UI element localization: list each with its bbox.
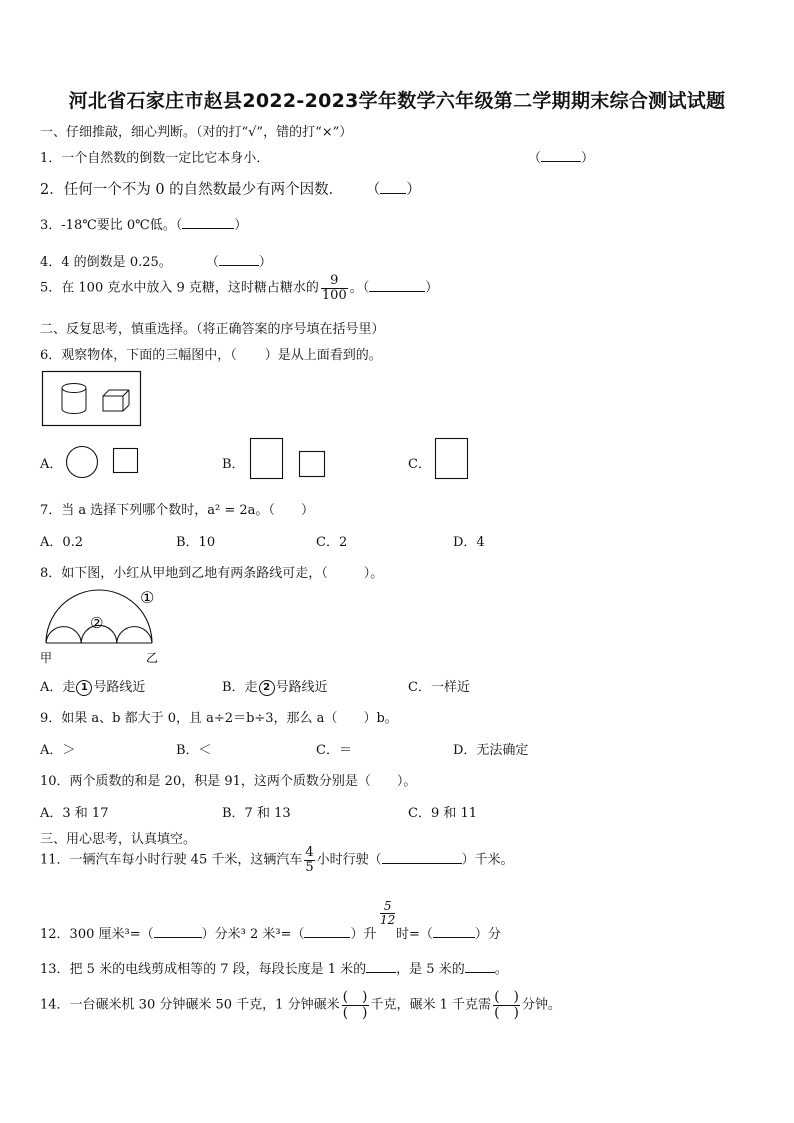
circled-number-icon: 1 (76, 680, 92, 696)
option-d[interactable]: D．4 (453, 535, 485, 550)
question-text: 一辆汽车每小时行驶 45 千米，这辆汽车 (69, 852, 303, 868)
question-text: 一台碾米机 30 分钟碾米 50 千克，1 分钟碾米 (69, 997, 340, 1013)
circle-view-icon (66, 446, 98, 478)
option-c[interactable]: C．＝ (316, 743, 352, 758)
answer-blank[interactable] (154, 937, 202, 938)
section-1-heading: 一、仔细推敲，细心判断。（对的打“√”，错的打“×”） (40, 125, 353, 140)
question-number: 2． (40, 182, 64, 198)
route-2-arc-right (117, 627, 152, 643)
question-text: 当 a 选择下列哪个数时，a² = 2a。（ (61, 503, 275, 518)
question-number: 9． (40, 711, 62, 726)
question-4: 4．4 的倒数是 0.25。 （ ） (40, 255, 272, 270)
section-3-heading: 三、用心思考，认真填空。 (40, 832, 197, 847)
question-text: 两个质数的和是 20，积是 91，这两个质数分别是（ (69, 774, 371, 789)
question-8: 8．如下图，小红从甲地到乙地有两条路线可走，（ ）。 (40, 566, 384, 581)
option-a[interactable]: A．走 1 号路线近 (40, 680, 146, 695)
question-text: 如果 a、b 都大于 0，且 a÷2＝b÷3，那么 a（ (61, 711, 338, 726)
start-label: 甲 (40, 651, 53, 665)
fraction-9-100: $\frac{9}{100}$ (321, 273, 347, 303)
answer-blank[interactable] (182, 228, 234, 229)
rectangle-view-icon (435, 438, 469, 480)
answer-blank[interactable] (380, 193, 406, 194)
option-a[interactable]: A．0.2 (40, 535, 84, 550)
question-number: 3． (40, 218, 62, 233)
answer-blank[interactable] (541, 161, 581, 162)
cube-icon (103, 390, 129, 411)
question-number: 13． (40, 962, 70, 977)
answer-bracket-1[interactable]: （ ） (528, 151, 595, 166)
option-c[interactable]: C． (408, 457, 431, 472)
answer-blank[interactable] (304, 937, 350, 938)
circled-number-icon: 2 (259, 680, 275, 696)
fraction-blank[interactable]: $\frac{( )}{( )}$ (494, 989, 519, 1021)
question-12: 12．300 厘米³=（ ）分米³ 2 米³=（ ）升 (40, 927, 377, 942)
answer-blank[interactable] (382, 863, 462, 864)
fraction-blank[interactable]: $\frac{( )}{( )}$ (342, 989, 368, 1021)
question-2: 2．任何一个不为 0 的自然数最少有两个因数． （ ） (40, 182, 421, 198)
question-text: 把 5 米的电线剪成相等的 7 段，每段长度是 1 米的 (69, 962, 367, 977)
end-label: 乙 (146, 651, 159, 665)
option-b[interactable]: B．＜ (176, 743, 212, 758)
option-b[interactable]: B．10 (176, 535, 216, 550)
question-number: 10． (40, 774, 70, 789)
option-b[interactable]: B．走 2 号路线近 (222, 680, 328, 695)
question-9: 9．如果 a、b 都大于 0，且 a÷2＝b÷3，那么 a（ ）b。 (40, 711, 398, 726)
question-3: 3．-18℃要比 0℃低。（ ） (40, 218, 248, 233)
question-number: 7． (40, 503, 62, 518)
answer-blank[interactable] (366, 972, 396, 973)
question-text: 4 的倒数是 0.25。 (61, 255, 172, 270)
route-1-label: ① (140, 588, 155, 607)
question-11: 11．一辆汽车每小时行驶 45 千米，这辆汽车 $\frac{4}{5}$ 小时行驶（ ）千米。 (40, 845, 514, 875)
question-5: 5．在 100 克水中放入 9 克糖，这时糖占糖水的 $\frac{9}{100}$ 。（ ） (40, 273, 439, 303)
answer-blank[interactable] (369, 291, 425, 292)
fraction-4-5: $\frac{4}{5}$ (305, 845, 314, 875)
question-number: 12． (40, 927, 70, 942)
question-number: 14． (40, 997, 70, 1013)
question-10: 10．两个质数的和是 20，积是 91，这两个质数分别是（ ）。 (40, 774, 417, 789)
option-c[interactable]: C．9 和 11 (408, 806, 478, 821)
option-b[interactable]: B． (222, 457, 245, 472)
objects-figure (42, 371, 142, 427)
question-text: 任何一个不为 0 的自然数最少有两个因数． (63, 182, 344, 198)
option-d[interactable]: D．无法确定 (453, 743, 529, 758)
route-2-arc-left (46, 627, 81, 643)
option-c[interactable]: C．一样近 (408, 680, 470, 695)
question-number: 4． (40, 255, 62, 270)
option-a[interactable]: A．＞ (40, 743, 76, 758)
rectangle-view-icon (250, 438, 284, 480)
square-view-icon (113, 448, 139, 474)
question-14: 14．一台碾米机 30 分钟碾米 50 千克，1 分钟碾米 $\frac{( )}{( )}$ 千克，碾米 1 千克需 $\frac{( )}{( )}$ 分钟。 (40, 989, 562, 1021)
question-number: 5． (40, 280, 62, 296)
question-text: 如下图，小红从甲地到乙地有两条路线可走，（ (61, 566, 328, 581)
question-number: 1． (40, 151, 62, 166)
question-text: 一个自然数的倒数一定比它本身小． (61, 151, 270, 166)
question-12-continued: 时=（ ）分 (396, 927, 501, 942)
answer-blank[interactable] (465, 972, 495, 973)
question-number: 6． (40, 348, 62, 363)
option-b[interactable]: B．7 和 13 (222, 806, 291, 821)
route-2-label: ② (90, 614, 104, 632)
question-1 (40, 147, 269, 166)
option-c[interactable]: C．2 (316, 535, 348, 550)
answer-blank[interactable] (219, 265, 259, 266)
question-7: 7．当 a 选择下列哪个数时，a² = 2a。（ ） (40, 503, 314, 518)
option-a[interactable]: A． (40, 457, 63, 472)
section-2-heading: 二、反复思考，慎重选择。（将正确答案的序号填在括号里） (40, 322, 385, 337)
page-title: 河北省石家庄市赵县2022-2023学年数学六年级第二学期期末综合测试试题 (68, 90, 726, 112)
question-6: 6．观察物体，下面的三幅图中，（ ）是从上面看到的。 (40, 348, 382, 363)
route-diagram (40, 586, 170, 666)
question-text: -18℃要比 0℃低。（ (61, 218, 183, 233)
question-number: 11． (40, 852, 70, 868)
square-view-icon (299, 451, 326, 478)
question-text: 在 100 克水中放入 9 克糖，这时糖占糖水的 (61, 280, 319, 296)
cylinder-icon (62, 384, 86, 414)
question-number: 8． (40, 566, 62, 581)
answer-blank[interactable] (433, 937, 475, 938)
option-a[interactable]: A．3 和 17 (40, 806, 109, 821)
question-text: 观察物体，下面的三幅图中，（ (61, 348, 237, 363)
fraction-5-12: 5 12 (380, 899, 396, 928)
question-13: 13．把 5 米的电线剪成相等的 7 段，每段长度是 1 米的 ，是 5 米的 。 (40, 962, 508, 977)
